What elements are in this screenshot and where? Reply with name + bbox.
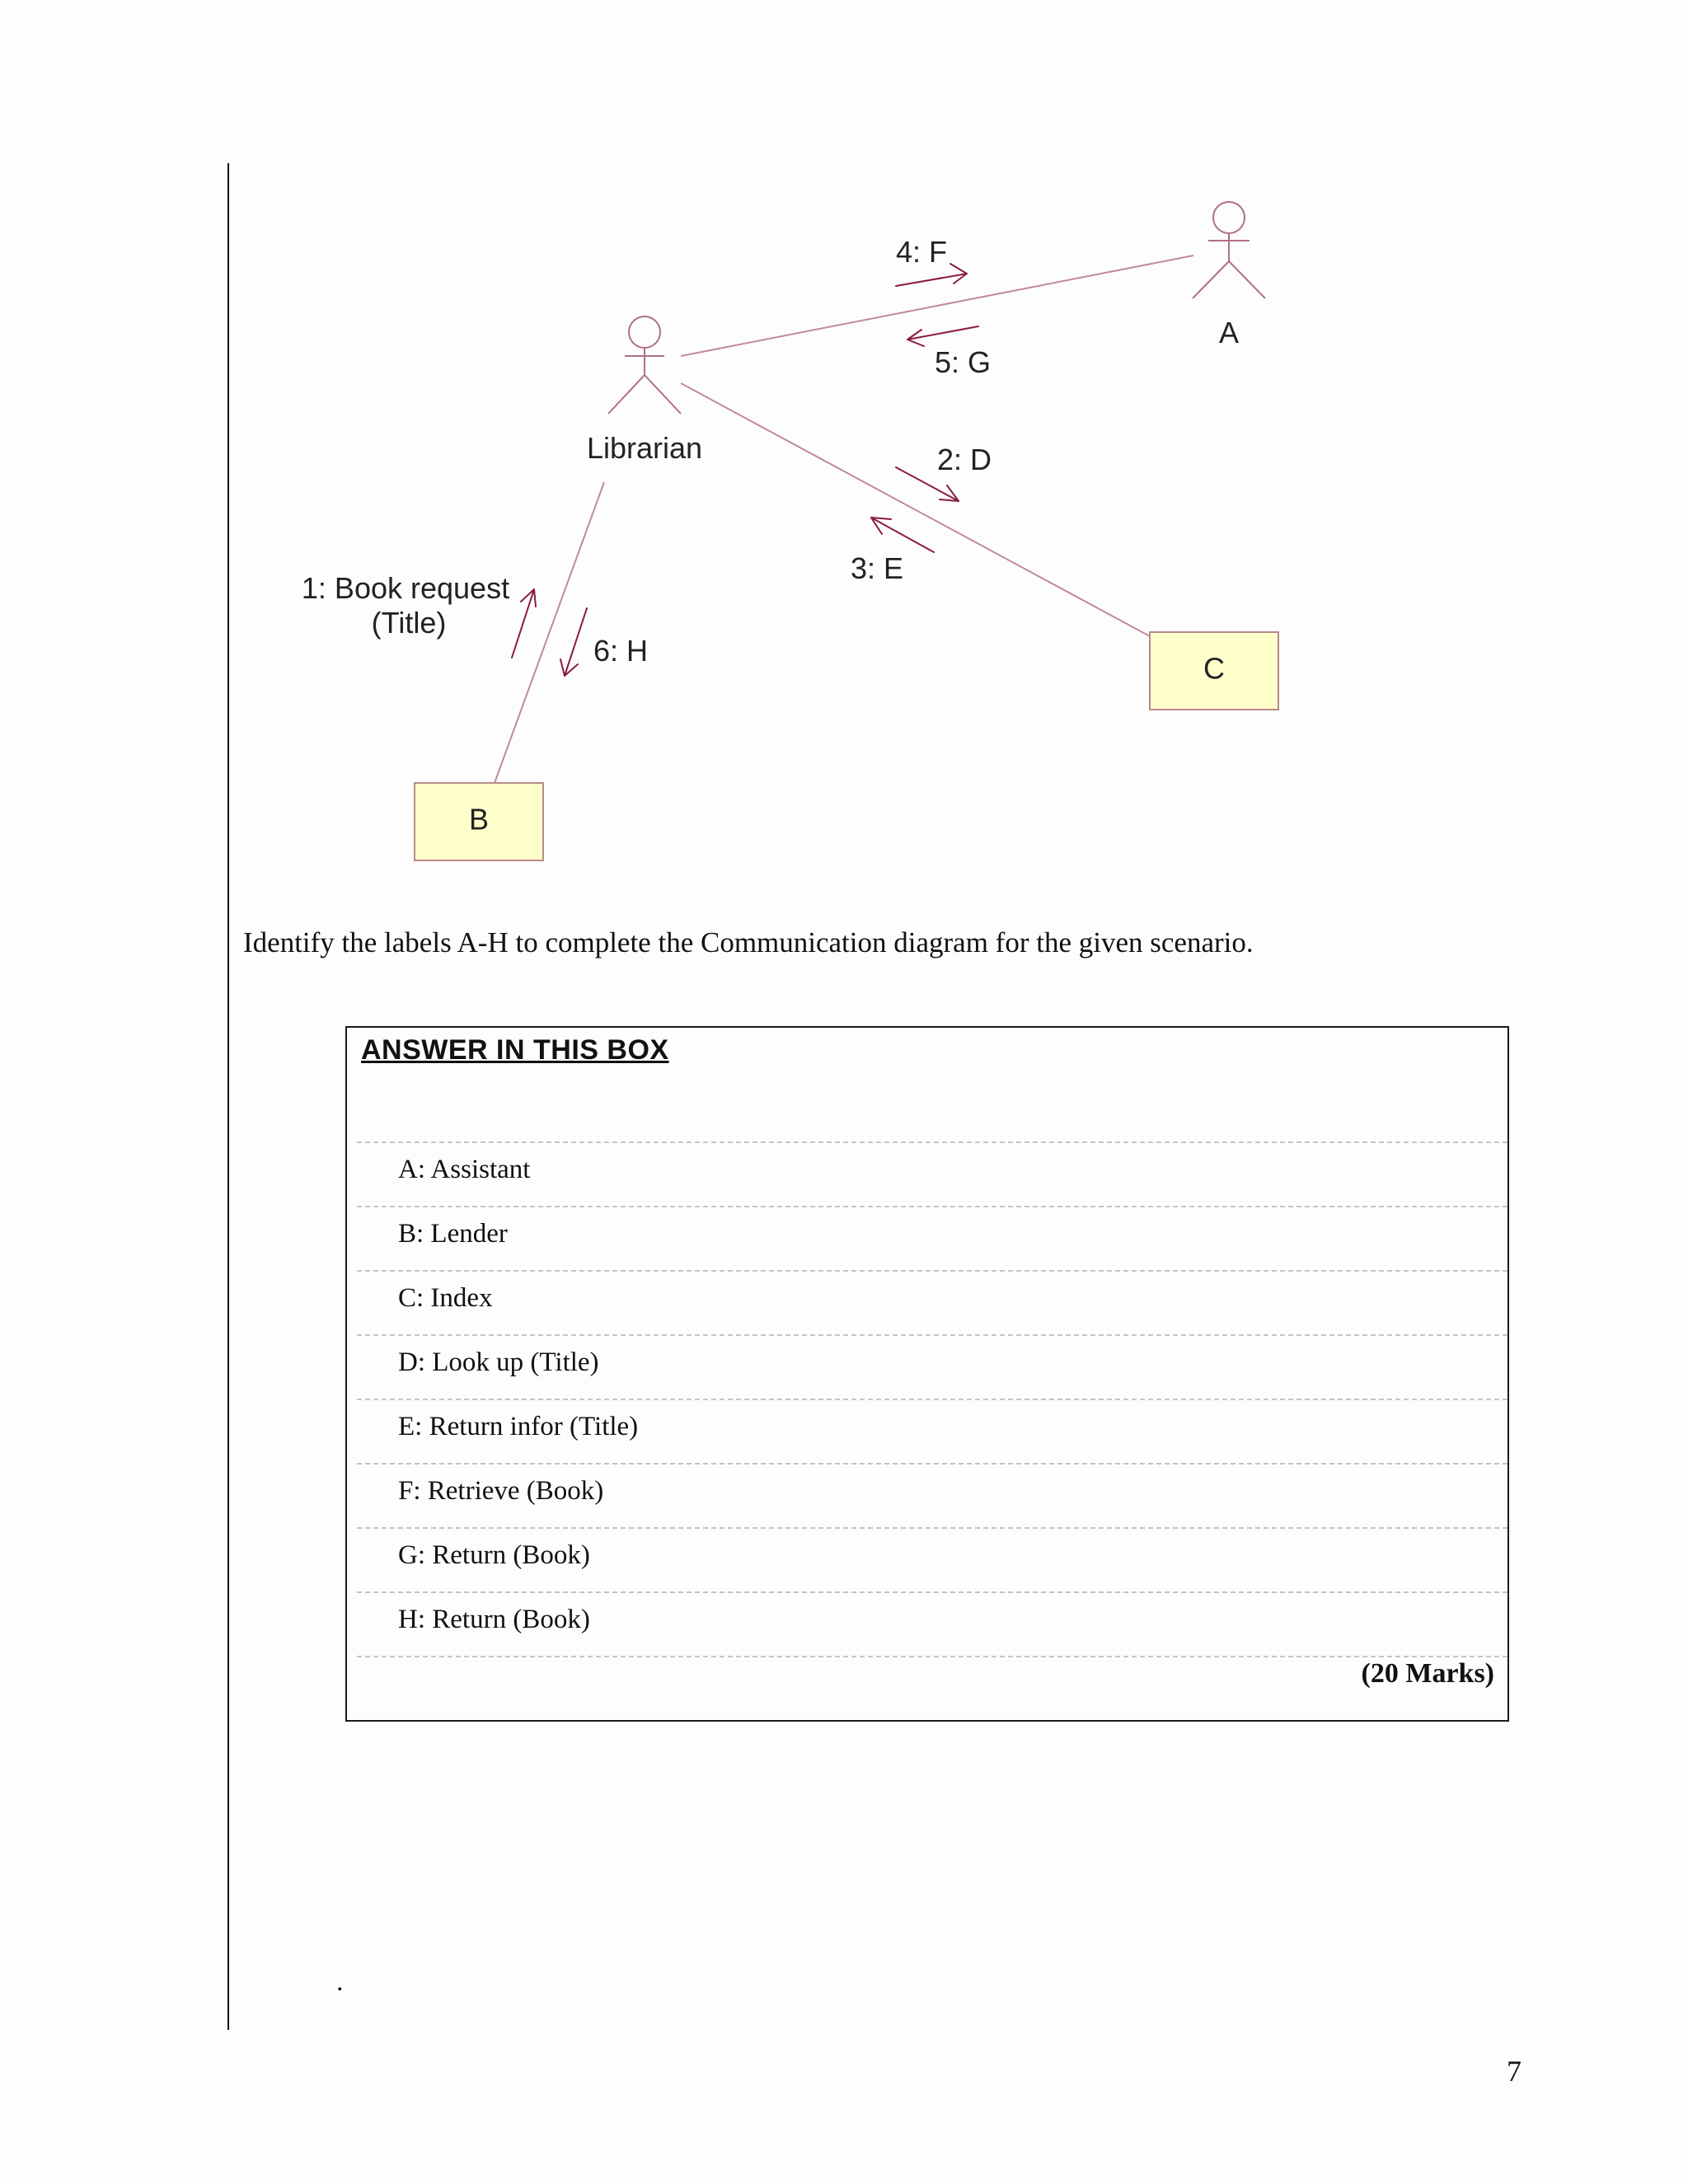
- answer-line: [357, 1591, 1507, 1656]
- msg-3-label: 3: E: [851, 551, 904, 585]
- stray-dot: .: [336, 1966, 344, 1997]
- answer-f: F: Retrieve (Book): [398, 1476, 604, 1506]
- msg-5-arrow: [907, 326, 978, 346]
- answer-c: C: Index: [398, 1283, 493, 1313]
- msg-4-label: 4: F: [896, 235, 948, 269]
- msg-3-arrow: [871, 518, 934, 552]
- actor-librarian-figure: [608, 316, 681, 414]
- msg-6-label: 6: H: [593, 634, 649, 668]
- answer-b: B: Lender: [398, 1219, 508, 1249]
- link-librarian-b: [495, 482, 604, 783]
- answer-divider: [357, 1656, 1507, 1657]
- communication-diagram: [0, 0, 1688, 907]
- instruction-text: Identify the labels A-H to complete the Communication diagram for the given scenario.: [243, 926, 1254, 958]
- msg-1-label-line2: (Title): [371, 606, 447, 640]
- marks-label: (20 Marks): [1361, 1658, 1494, 1689]
- msg-6-arrow: [560, 608, 587, 676]
- answer-line: [357, 1527, 1507, 1591]
- answer-line: [357, 1463, 1507, 1527]
- actor-a-label: A: [1218, 316, 1240, 349]
- answer-a: A: Assistant: [398, 1155, 531, 1184]
- answer-line: [357, 1141, 1507, 1206]
- answer-h: H: Return (Book): [398, 1605, 590, 1634]
- answer-line: [357, 1270, 1507, 1334]
- answer-line: [357, 1206, 1507, 1270]
- answer-box: [345, 1026, 1509, 1722]
- actor-librarian-label: Librarian: [586, 431, 703, 465]
- msg-5-label: 5: G: [935, 345, 992, 379]
- msg-2-label: 2: D: [937, 443, 992, 476]
- answer-line: [357, 1399, 1507, 1463]
- object-b-label: B: [468, 802, 490, 837]
- link-librarian-c: [681, 383, 1150, 636]
- msg-1-arrow: [512, 589, 536, 658]
- answer-g: G: Return (Book): [398, 1540, 590, 1570]
- link-librarian-a: [681, 255, 1193, 356]
- page-number: 7: [1507, 2055, 1522, 2088]
- object-c-label: C: [1203, 651, 1225, 686]
- answer-line: [357, 1334, 1507, 1399]
- answer-d: D: Look up (Title): [398, 1347, 599, 1377]
- answer-box-title: ANSWER IN THIS BOX: [361, 1034, 669, 1066]
- actor-a-figure: [1193, 202, 1265, 298]
- msg-1-label-line1: 1: Book request: [301, 571, 510, 605]
- association-lines: [495, 255, 1193, 783]
- answer-e: E: Return infor (Title): [398, 1412, 639, 1441]
